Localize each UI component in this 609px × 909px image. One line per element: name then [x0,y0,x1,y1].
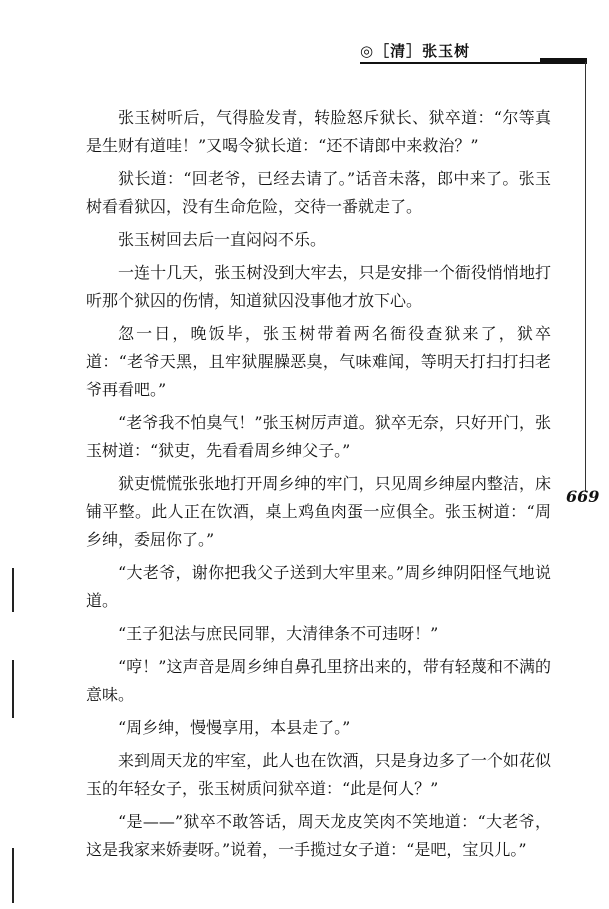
paragraph: “是——”狱卒不敢答话，周天龙皮笑肉不笑地道：“大老爷，这是我家来娇妻呀。”说着，一手揽过女子道：“是吧，宝贝儿。” [86,812,551,859]
paragraph: “周乡绅，慢慢享用，本县走了。” [118,718,351,737]
margin-mark [12,848,14,903]
header-rule [360,62,587,64]
paragraph: “王子犯法与庶民同罪，大清律条不可违呀！” [118,624,439,643]
paragraph: 来到周天龙的牢室，此人也在饮酒，只是身边多了一个如花似玉的年轻女子，张玉树质问狱卒道：“此是何人？” [86,751,551,798]
paragraph: 一连十几天，张玉树没到大牢去，只是安排一个衙役悄悄地打听那个狱囚的伤情，知道狱囚没事他才放下心。 [86,263,551,310]
paragraph: “哼！”这声音是周乡绅自鼻孔里挤出来的，带有轻蔑和不满的意味。 [86,657,551,704]
page-number: 669 [566,487,600,506]
paragraph: “老爷我不怕臭气！”张玉树厉声道。狱卒无奈，只好开门，张玉树道：“狱吏，先看看周乡绅父子。” [86,413,551,460]
left-margin-marks [12,0,14,909]
paragraph: 张玉树回去后一直闷闷不乐。 [118,230,327,249]
paragraph: 忽一日，晚饭毕，张玉树带着两名衙役查狱来了，狱卒道：“老爷天黑，且牢狱腥臊恶臭，气味难闻，等明天打扫打扫老爷再看吧。” [86,324,551,399]
paragraph: 张玉树听后，气得脸发青，转脸怒斥狱长、狱卒道：“尔等真是生财有道哇！”又喝令狱长道：“还不请郎中来救治？” [86,108,551,155]
margin-mark [12,660,14,718]
body-text [86,104,551,869]
header-rule-accent [540,58,587,62]
paragraph: 狱长道：“回老爷，已经去请了。”话音未落，郎中来了。张玉树看看狱囚，没有生命危险，交待一番就走了。 [86,169,551,216]
running-header: ◎［清］张玉树 [360,42,471,60]
margin-mark [12,568,14,612]
page-edge-line [585,62,586,492]
paragraph: 狱吏慌慌张张地打开周乡绅的牢门，只见周乡绅屋内整洁，床铺平整。此人正在饮酒，桌上鸡鱼肉蛋一应俱全。张玉树道：“周乡绅，委屈你了。” [86,474,551,549]
paragraph: “大老爷，谢你把我父子送到大牢里来。”周乡绅阴阳怪气地说道。 [86,563,551,610]
